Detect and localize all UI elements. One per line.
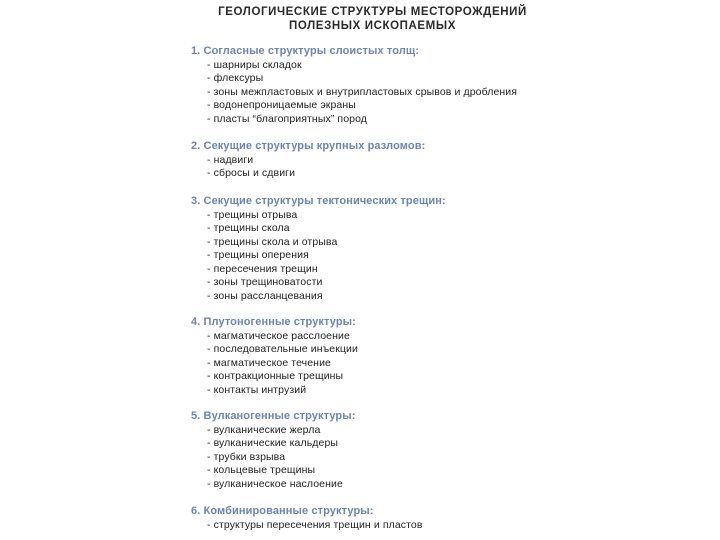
section-item-list [191,154,425,181]
list-item: - магматическое расслоение [207,329,350,342]
list-item: - последовательные инъекции [207,343,358,356]
section-heading: 1. Согласные структуры слоистых толщ: [191,45,419,57]
section-heading: 3. Секущие структуры тектонических трещин: [191,195,446,207]
list-item: - трещины скола [207,222,290,235]
list-item: - пересечения трещин [207,262,318,275]
document-title-line-2: ПОЛЕЗНЫХ ИСКОПАЕМЫХ [289,20,456,32]
section-heading: 6. Комбинированные структуры: [191,505,374,517]
list-item: - трубки взрыва [207,450,286,463]
document-title-line-1: ГЕОЛОГИЧЕСКИЕ СТРУКТУРЫ МЕСТОРОЖДЕНИЙ [218,6,527,18]
list-item: - вулканические жерла [207,423,321,436]
list-item: - флексуры [207,72,264,85]
section-item-list [191,330,358,398]
list-item: - зоны рассланцевания [207,290,323,303]
list-item: - контакты интрузий [207,383,307,396]
section-heading: 2. Секущие структуры крупных разломов: [191,140,426,152]
section-heading: 5. Вулканогенные структуры: [191,410,356,422]
list-item: - вулканические кальдеры [207,437,339,450]
section-item-list [191,519,423,533]
list-item: - надвиги [207,153,254,166]
section-item-list [191,209,446,304]
list-item: - вулканическое наслоение [207,477,343,490]
list-item: - водонепроницаемые экраны [207,99,356,112]
list-item: - зоны трещиноватости [207,276,323,289]
section-volcanic-structures [191,410,356,491]
section-heading: 4. Плутоногенные структуры: [191,316,356,328]
section-item-list [191,424,356,492]
list-item: - сбросы и сдвиги [207,167,296,180]
list-item: - трещины отрыва [207,208,298,221]
list-item: - зоны межпластовых и внутрипластовых срывов и дробления [207,85,518,98]
list-item: - трещины скола и отрыва [207,235,338,248]
list-item: - магматическое течение [207,356,331,369]
section-plutonic-structures [191,316,358,397]
list-item: - структуры пересечения трещин и пластов [207,518,423,531]
list-item: - шарниры складок [207,58,302,71]
section-combined-structures [191,505,423,532]
list-item: - трещины оперения [207,249,309,262]
list-item: - контракционные трещины [207,370,344,383]
section-conformable-structures [191,45,517,126]
list-item: - пласты “благоприятных” пород [207,112,368,125]
section-item-list [191,59,517,127]
section-major-fault-structures [191,140,425,181]
list-item: - кольцевые трещины [207,464,316,477]
section-tectonic-fracture-structures [191,195,446,304]
